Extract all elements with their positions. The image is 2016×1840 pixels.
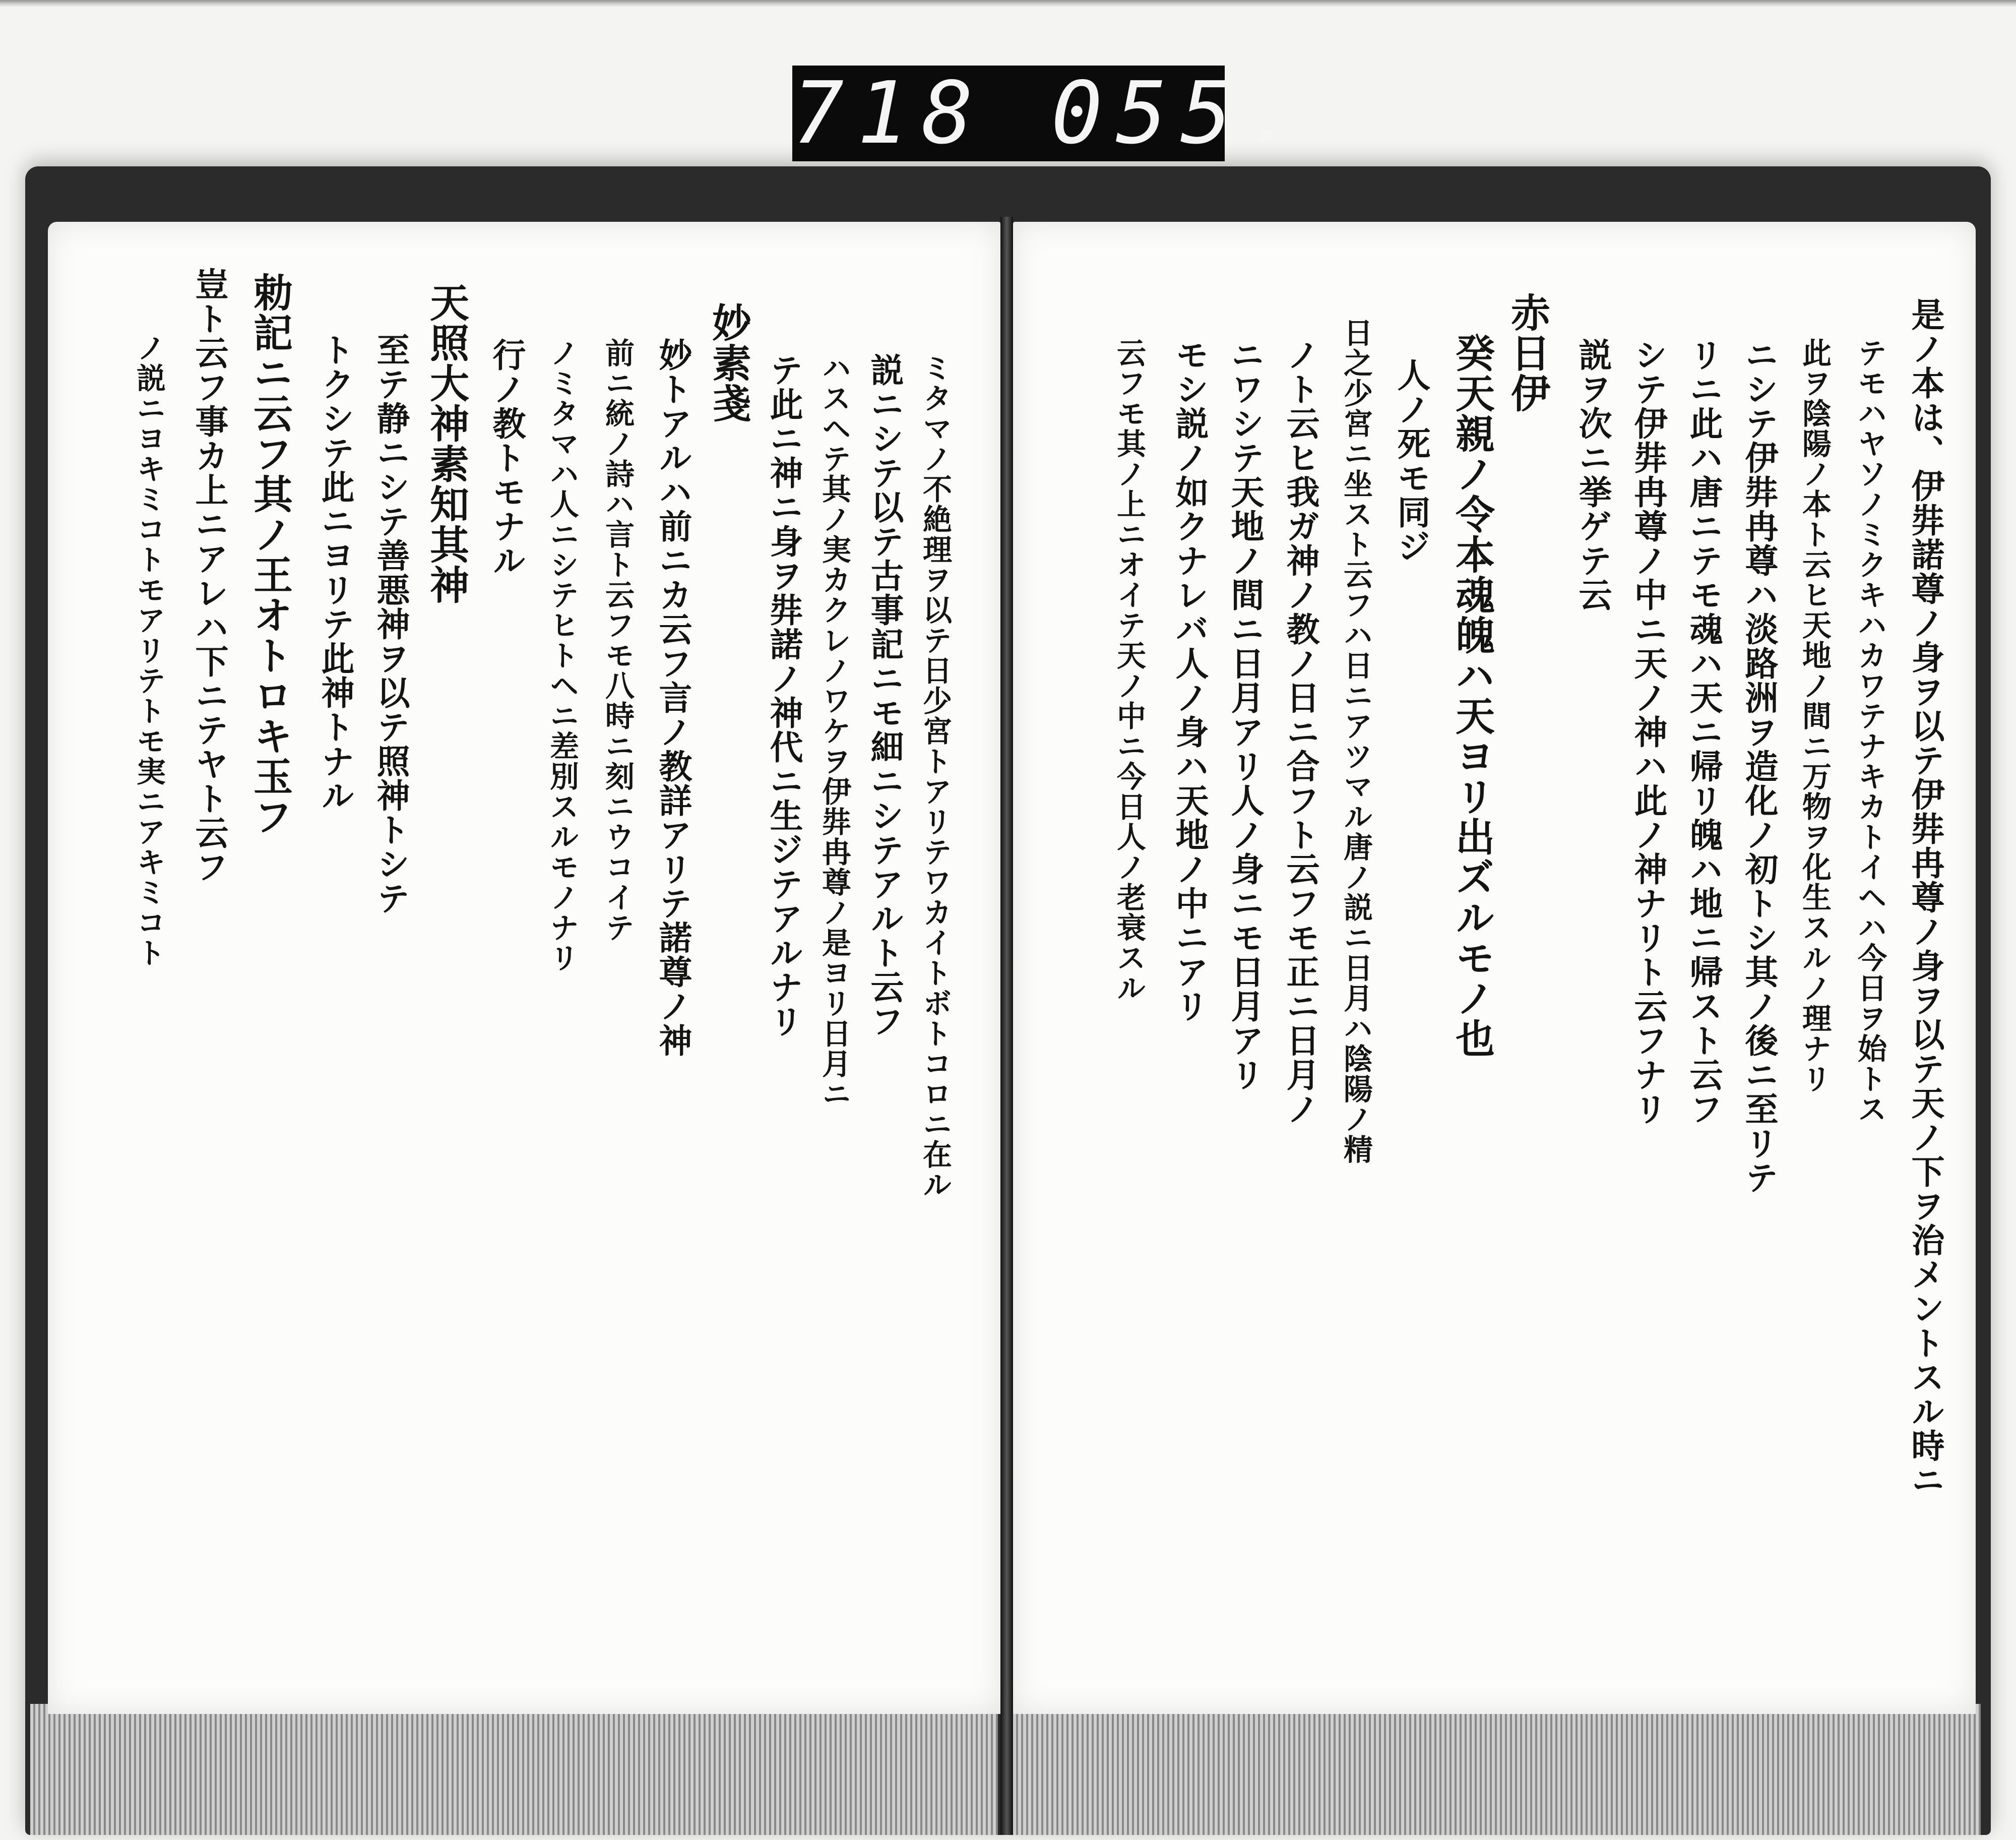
left-page-column: 妙トアルハ前ニカ云フ言ノ教詳アリテ諾尊ノ神 <box>653 338 692 1058</box>
left-page-column: トクシテ此ニヨリテ此神トナル <box>316 333 355 813</box>
page-edges-left <box>30 1704 998 1835</box>
left-page-column: ノミタマハ人ニシテヒトヘニ差別スルモノナリ <box>545 338 579 973</box>
right-page-column: 此ヲ陰陽ノ本ト云ヒ天地ノ間ニ万物ヲ化生スルノ理ナリ <box>1797 338 1832 1094</box>
left-page-column: ハスヘテ其ノ実カクレノワケヲ伊弉冉尊ノ是ヨリ日月ニ <box>817 353 851 1109</box>
left-page-column: 行ノ教トモナル <box>487 338 526 578</box>
film-edge <box>0 0 2016 7</box>
left-page <box>48 222 1000 1714</box>
right-page-column: ニシテ伊弉冉尊ハ淡路洲ヲ造化ノ初トシ其ノ後ニ至リテ <box>1739 338 1779 1195</box>
right-page-column: モシ説ノ如クナレバ人ノ身ハ天地ノ中ニアリ <box>1170 338 1209 1023</box>
right-page-column: テモハヤソノミクキハカワテナキカトイヘハ今日ヲ始トス <box>1853 338 1887 1124</box>
left-page-heading: 天照大神素知其神 <box>423 282 469 605</box>
left-page-heading: 妙素戔 <box>706 302 751 423</box>
left-page-column: 豈ト云フ事カ上ニアレハ下ニテヤト云フ <box>190 267 229 884</box>
left-page-heading: 勅記ニ云フ其ノ王オトロキ玉フ <box>247 272 293 837</box>
left-page-column: ミタマノ不絶理ヲ以テ日少宮トアリテワカイトボトコロニ在ル <box>918 353 952 1200</box>
right-page-column: ニワシテ天地ノ間ニ日月アリ人ノ身ニモ日月アリ <box>1225 338 1265 1092</box>
frame-number-label: 718 055. <box>792 64 1310 163</box>
right-page-column: リニ此ハ唐ニテモ魂ハ天ニ帰リ魄ハ地ニ帰スト云フ <box>1684 338 1723 1126</box>
right-page-column: 説ヲ次ニ挙ゲテ云 <box>1573 338 1612 612</box>
left-page-column: 説ニシテ以テ古事記ニモ細ニシテアルト云フ <box>865 353 904 1038</box>
right-page-column: 是ノ本は、伊弉諾尊ノ身ヲ以テ伊弉冉尊ノ身ヲ以テ天ノ下ヲ治メントスル時ニ <box>1906 297 1945 1497</box>
left-page-column: テ此ニ神ニ身ヲ弉諾ノ神代ニ生ジテアルナリ <box>764 353 803 1038</box>
right-page-column: 日之少宮ニ坐スト云フハ日ニアツマル唐ノ説ニ日月ハ陰陽ノ精 <box>1339 318 1373 1164</box>
right-page <box>1013 222 1976 1714</box>
page-edges-right <box>1013 1704 1981 1835</box>
right-page-column: 癸天親ノ令本魂魄ハ天ヨリ出ズルモノ也 <box>1449 333 1495 1059</box>
left-page-column: ノ説ニヨキミコトモアリテトモ実ニアキミコト <box>132 333 166 968</box>
right-page-column: シテ伊弉冉尊ノ中ニ天ノ神ハ此ノ神ナリト云フナリ <box>1628 338 1668 1126</box>
right-page-heading: 赤日伊 <box>1504 292 1550 413</box>
right-page-column: 人ノ死モ同ジ <box>1392 358 1431 564</box>
left-page-column: 前ニ統ノ詩ハ言ト云フモ八時ニ刻ニウコイテ <box>600 338 635 943</box>
book-gutter <box>1000 217 1013 1835</box>
left-page-column: 至テ静ニシテ善悪神ヲ以テ照神トシテ <box>371 333 410 915</box>
right-page-column: ノト云ヒ我ガ神ノ教ノ日ニ合フト云フモ正ニ日月ノ <box>1281 338 1320 1126</box>
right-page-column: 云フモ其ノ上ニオイテ天ノ中ニ今日人ノ老衰スル <box>1112 338 1146 1003</box>
